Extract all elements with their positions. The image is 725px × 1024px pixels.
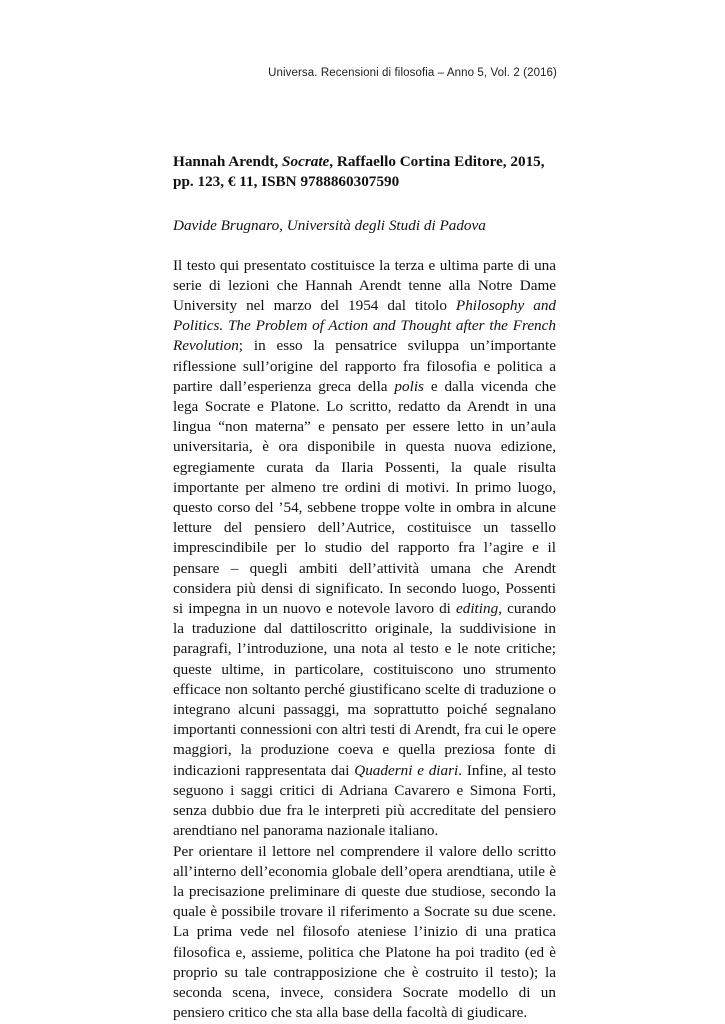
running-header: Universa. Recensioni di filosofia – Anno 5, Vol. 2 (2016) — [268, 67, 557, 79]
review-title — [173, 152, 556, 192]
p1-text-4: , curando la traduzione dal dattiloscritto originale, la suddivisione in paragrafi, l’introduzione, una nota al testo e le note critiche; queste ultime, in particolare, costituiscono uno strumento efficace non soltanto perché giustificano scelte di traduzione o integrano alcuni passaggi, ma soprattutto poiché segnalano importanti connessioni con altri testi di Arendt, fra cui le opere maggiori, la produzione coeva e quella preziosa fonte di indicazioni rappresentata dai — [173, 600, 557, 779]
p1-italic-editing: editing — [456, 600, 499, 618]
paragraph-2: Per orientare il lettore nel comprendere il valore dello scritto all’interno dell’economia globale dell’opera arendtiana, utile è la precisazione preliminare di queste due studiose, secondo la quale è possibile trovare il riferimento a Socrate su due scene. La prima vede nel filosofo ateniese l’inizio di una pratica filosofica e, assieme, politica che Platone ha poi tradito (ed è proprio su tale contrapposizione che è costruito il testo); la seconda scena, invece, considera Socrate modello di un pensiero critico che sta alla base della facoltà di giudicare. — [173, 842, 556, 1022]
p1-text-1: Il testo qui presentato costituisce la terza e ultima parte di una serie di lezioni che Hannah Arendt tenne alla Notre Dame University nel marzo del 1954 dal titolo — [173, 256, 556, 315]
title-book: Socrate — [282, 153, 330, 170]
document-body — [173, 152, 556, 1023]
p1-text-2: ; in esso la pensatrice sviluppa un’importante riflessione sull’origine del rapporto fra filosofia e politica a partire dall’esperienza greca della — [173, 337, 556, 395]
title-publication-details: , Raffaello Cortina Editore, 2015, pp. 123, € 11, ISBN 9788860307590 — [173, 153, 545, 191]
p1-text-3: e dalla vicenda che lega Socrate e Platone. Lo scritto, redatto da Arendt in una lingua “non materna” e pensato per essere letto in un’aula universitaria, è ora disponibile in questa nuova edizione, egregiamente curata da Ilaria Possenti, la quale risulta importante per almeno tre ordini di motivi. In primo luogo, questo corso del ’54, sebbene troppe volte in ombra in alcune letture del pensiero dell’Autrice, costituisce un tassello imprescindibile per lo studio del rapporto fra l’agire e il pensare – quegli ambiti dell’attività umana che Arendt considera più densi di significato. In secondo luogo, Possenti si impegna in un nuovo e notevole lavoro di — [173, 377, 557, 618]
p1-text-5: . Infine, al testo seguono i saggi critici di Adriana Cavarero e Simona Forti, senza dubbio due fra le interpreti più accreditate del pensiero arendtiano nel panorama nazionale italiano. — [173, 761, 556, 840]
paragraph-1 — [173, 256, 556, 842]
p1-italic-quaderni: Quaderni e diari — [354, 761, 459, 779]
p1-italic-polis: polis — [394, 377, 424, 395]
p1-italic-title: Philosophy and Politics. The Problem of Action and Thought after the French Revolution — [173, 297, 557, 355]
reviewer-line: Davide Brugnaro, Università degli Studi di Padova — [173, 217, 486, 235]
title-author: Hannah Arendt, — [173, 153, 283, 170]
